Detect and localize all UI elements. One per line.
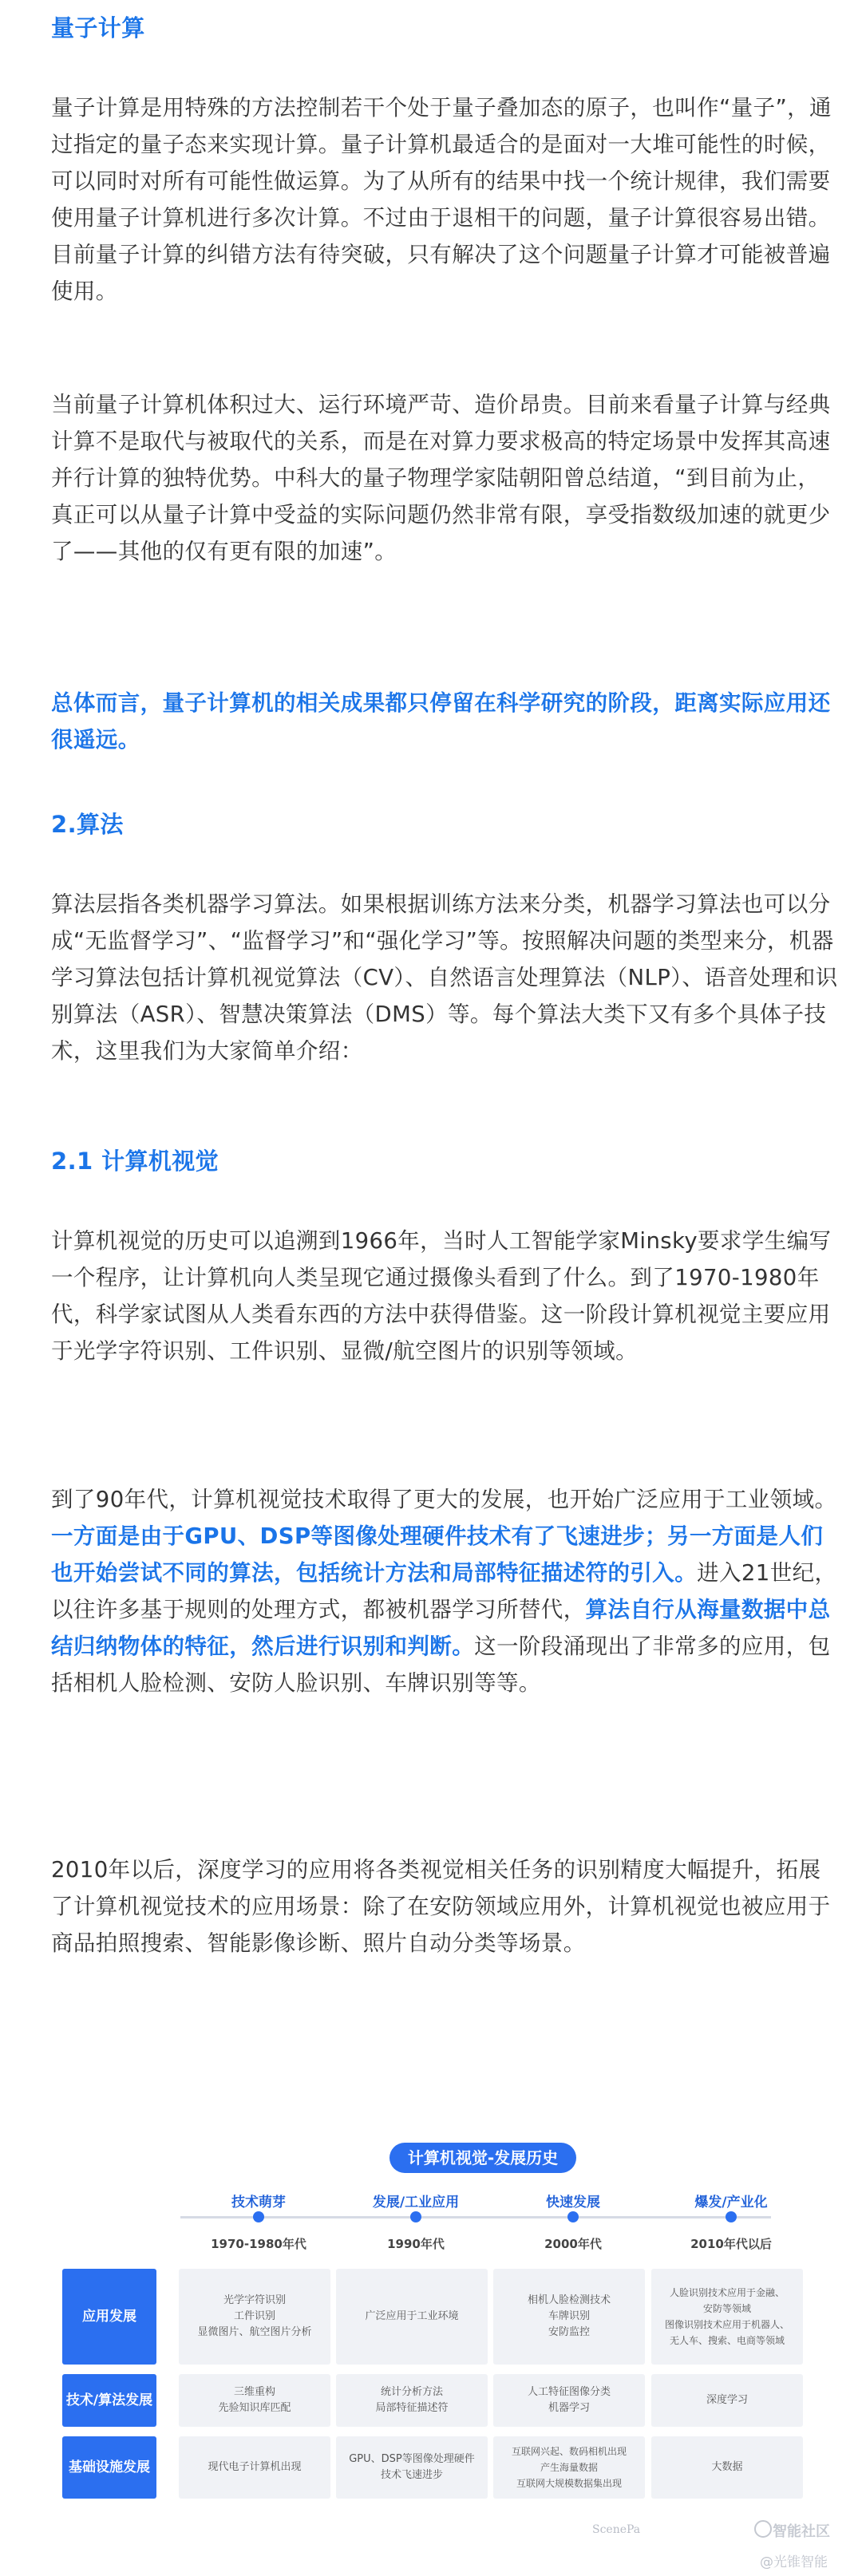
- cv-p2-text-a: 到了90年代，计算机视觉技术取得了更大的发展，也开始广泛应用于工业领域。: [51, 1487, 837, 1512]
- cell-infra-1970s: 现代电子计算机出现: [179, 2436, 330, 2499]
- cell-infra-1990s: GPU、DSP等图像处理硬件 技术飞速进步: [336, 2436, 488, 2499]
- cell-infra-2000s: 互联网兴起、数码相机出现 产生海量数据 互联网大规模数据集出现: [493, 2436, 645, 2499]
- cv-history-diagram: [61, 2143, 801, 2518]
- timeline-line: [180, 2216, 771, 2218]
- cell-app-2010s: 人脸识别技术应用于金融、 安防等领域 图像识别技术应用于机器人、 无人车、搜索、电商等领域: [651, 2269, 803, 2365]
- cv-paragraph-3: 2010年以后，深度学习的应用将各类视觉相关任务的识别精度大幅提升，拓展了计算机视觉技术的应用场景：除了在安防领域应用外，计算机视觉也被应用于商品拍照搜索、智能影像诊断、照片自动分类等场景。: [51, 1857, 831, 1956]
- timeline-dot: [253, 2211, 264, 2222]
- timeline-dot: [567, 2211, 579, 2222]
- algo-heading: 2.算法: [51, 811, 124, 838]
- cv-heading: 2.1 计算机视觉: [51, 1148, 219, 1175]
- cv-p2-highlight-1: 一方面是由于GPU、DSP等图像处理硬件技术有了飞速进步；另一方面是人们也开始尝试不同的算法，包括统计方法和局部特征描述符的引入。: [51, 1523, 824, 1586]
- cv-p2-highlight-2: 算法自行从海量数据中总结归纳物体的特征，然后进行识别和判断。: [51, 1597, 831, 1659]
- quantum-heading: 量子计算: [51, 14, 145, 41]
- quantum-paragraph-1: 量子计算是用特殊的方法控制若干个处于量子叠加态的原子，也叫作“量子”，通过指定的量子态来实现计算。量子计算机最适合的是面对一大堆可能性的时候，可以同时对所有可能性做运算。为了从所有的结果中找一个统计规律，我们需要使用量子计算机进行多次计算。不过由于退相干的问题，量子计算很容易出错。目前量子计算的纠错方法有待突破，只有解决了这个问题量子计算才可能被普遍使用。: [51, 95, 832, 304]
- quantum-summary: 总体而言，量子计算机的相关成果都只停留在科学研究的阶段，距离实际应用还很遥远。: [51, 690, 831, 753]
- quantum-paragraph-2: 当前量子计算机体积过大、运行环境严苛、造价昂贵。目前来看量子计算与经典计算不是取代与被取代的关系，而是在对算力要求极高的特定场景中发挥其高速并行计算的独特优势。中科大的量子物理学家陆朝阳曾总结道，“到目前为止，真正可以从量子计算中受益的实际问题仍然非常有限，享受指数级加速的就更少了——其他的仅有更有限的加速”。: [51, 392, 831, 564]
- stage-label: 爆发/产业化: [694, 2195, 768, 2211]
- period-label: 1970-1980年代: [211, 2237, 306, 2251]
- cell-tech-1990s: 统计分析方法 局部特征描述符: [336, 2374, 488, 2427]
- period-label: 2010年代以后: [690, 2237, 772, 2251]
- cell-infra-2010s: 大数据: [651, 2436, 803, 2499]
- timeline-dot: [726, 2211, 737, 2222]
- cell-app-1990s: 广泛应用于工业环境: [336, 2269, 488, 2365]
- stage-label: 发展/工业应用: [372, 2195, 460, 2211]
- period-label: 1990年代: [387, 2237, 445, 2251]
- cv-p2-text-c: 进入21世纪，以往许多基于规则的处理方式，都被机器学习所替代，: [51, 1560, 837, 1622]
- watermark-text: ScenePa: [592, 2523, 641, 2536]
- stage-label: 技术萌芽: [231, 2195, 286, 2211]
- diagram-title: 计算机视觉-发展历史: [389, 2143, 576, 2173]
- community-logo-icon: [754, 2520, 772, 2538]
- cv-p2-text-e: 这一阶段涌现出了非常多的应用，包括相机人脸检测、安防人脸识别、车牌识别等等。: [51, 1634, 831, 1696]
- row-header-technology: 技术/算法发展: [62, 2374, 156, 2427]
- cell-app-1970s: 光学字符识别 工件识别 显微图片、航空图片分析: [179, 2269, 330, 2365]
- cv-paragraph-2: [51, 1481, 841, 1701]
- stage-label: 快速发展: [546, 2195, 600, 2211]
- row-header-application: 应用发展: [62, 2269, 156, 2365]
- cell-tech-2000s: 人工特征图像分类 机器学习: [493, 2374, 645, 2427]
- watermark-author: @光锥智能: [760, 2554, 828, 2570]
- period-label: 2000年代: [544, 2237, 602, 2251]
- timeline-dot: [410, 2211, 421, 2222]
- cell-tech-2010s: 深度学习: [651, 2374, 803, 2427]
- row-header-infrastructure: 基础设施发展: [62, 2436, 156, 2499]
- watermark-community: 智能社区: [773, 2523, 830, 2540]
- algo-paragraph: 算法层指各类机器学习算法。如果根据训练方法来分类，机器学习算法也可以分成“无监督学习”、“监督学习”和“强化学习”等。按照解决问题的类型来分，机器学习算法包括计算机视觉算法（CV）、自然语言处理算法（NLP）、语音处理和识别算法（ASR）、智慧决策算法（DMS）等。每个算法大类下又有多个具体子技术，这里我们为大家简单介绍：: [51, 891, 838, 1064]
- cell-app-2000s: 相机人脸检测技术 车牌识别 安防监控: [493, 2269, 645, 2365]
- cv-paragraph-1: 计算机视觉的历史可以追溯到1966年，当时人工智能学家Minsky要求学生编写一个程序，让计算机向人类呈现它通过摄像头看到了什么。到了1970-1980年代，科学家试图从人类看东西的方法中获得借鉴。这一阶段计算机视觉主要应用于光学字符识别、工件识别、显微/航空图片的识别等领域。: [51, 1228, 832, 1364]
- cell-tech-1970s: 三维重构 先验知识库匹配: [179, 2374, 330, 2427]
